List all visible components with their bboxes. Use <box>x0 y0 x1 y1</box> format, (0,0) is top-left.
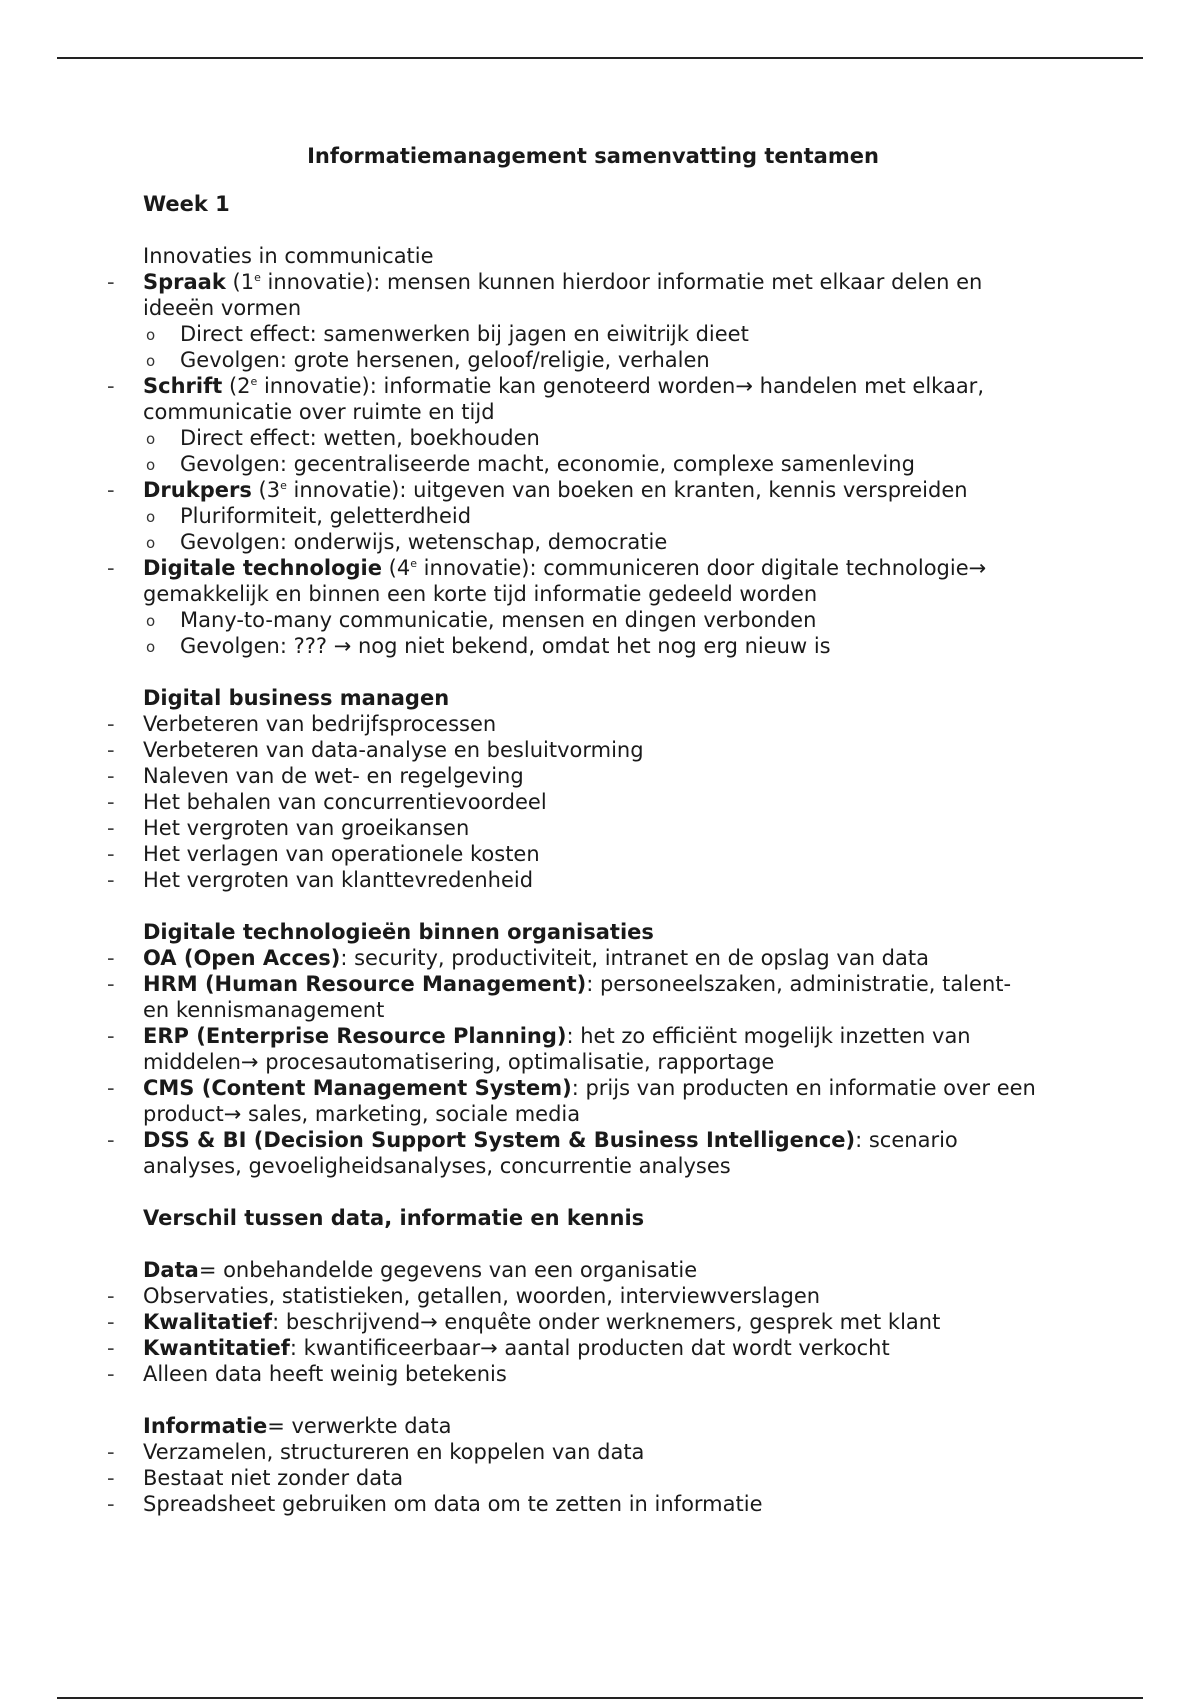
technologies-list <box>143 945 1043 1179</box>
technology-item: - HRM (Human Resource Management): personeelszaken, administratie, talent- en kennismanagement <box>143 971 1043 1023</box>
technology-item: - ERP (Enterprise Resource Planning): het zo efficiënt mogelijk inzetten van middelen→ procesautomatisering, optimalisatie, rapportage <box>143 1023 1043 1075</box>
week-heading: Week 1 <box>143 192 230 216</box>
list-item: - Kwalitatief: beschrijvend→ enquête onder werknemers, gesprek met klant <box>143 1309 1043 1335</box>
top-rule <box>57 57 1143 59</box>
data-definition: Data= onbehandelde gegevens van een organisatie <box>143 1258 698 1282</box>
list-item: - Naleven van de wet- en regelgeving <box>143 763 1043 789</box>
innovation-sub-item: o Gevolgen: ??? → nog niet bekend, omdat het nog erg nieuw is <box>143 633 1043 659</box>
list-item: - Verbeteren van data-analyse en besluitvorming <box>143 737 1043 763</box>
data-list <box>143 1283 1043 1387</box>
innovation-sub-item: o Direct effect: samenwerken bij jagen en eiwitrijk dieet <box>143 321 1043 347</box>
list-item: - Verbeteren van bedrijfsprocessen <box>143 711 1043 737</box>
technology-term: CMS (Content Management System) <box>143 1076 572 1100</box>
bottom-rule <box>57 1697 1143 1699</box>
innovation-sub-item: o Gevolgen: gecentraliseerde macht, economie, complexe samenleving <box>143 451 1043 477</box>
innovation-name: Schrift <box>143 374 223 398</box>
list-item: - Verzamelen, structureren en koppelen van data <box>143 1439 1043 1465</box>
technology-term: ERP (Enterprise Resource Planning) <box>143 1024 567 1048</box>
technology-item: - DSS & BI (Decision Support System & Business Intelligence): scenario analyses, gevoeligheidsanalyses, concurrentie analyses <box>143 1127 1043 1179</box>
document-title: Informatiemanagement samenvatting tentamen <box>307 144 879 168</box>
list-item: - Het vergroten van groeikansen <box>143 815 1043 841</box>
technology-term: DSS & BI (Decision Support System & Business Intelligence) <box>143 1128 856 1152</box>
innovation-sub-item: o Gevolgen: onderwijs, wetenschap, democratie <box>143 529 1043 555</box>
digital-business-heading: Digital business managen <box>143 686 450 710</box>
innovation-name: Digitale technologie <box>143 556 382 580</box>
list-item: - Alleen data heeft weinig betekenis <box>143 1361 1043 1387</box>
innovation-item: - Spraak (1e innovatie): mensen kunnen hierdoor informatie met elkaar delen en ideeën vormen o Direct effect: samenwerken bij jagen en eiwitrijk dieet o Gevolgen: grote hersenen, geloof/religie, verhalen <box>143 269 1043 373</box>
innovation-sub-item: o Many-to-many communicatie, mensen en dingen verbonden <box>143 607 1043 633</box>
informatie-list <box>143 1439 1043 1517</box>
list-item: - Observaties, statistieken, getallen, woorden, interviewverslagen <box>143 1283 1043 1309</box>
innovation-name: Spraak <box>143 270 226 294</box>
list-item: - Kwantitatief: kwantificeerbaar→ aantal producten dat wordt verkocht <box>143 1335 1043 1361</box>
list-item: - Spreadsheet gebruiken om data om te zetten in informatie <box>143 1491 1043 1517</box>
technology-item: - CMS (Content Management System): prijs van producten en informatie over een product→ sales, marketing, sociale media <box>143 1075 1043 1127</box>
innovation-sub-item: o Direct effect: wetten, boekhouden <box>143 425 1043 451</box>
innovation-item: - Drukpers (3e innovatie): uitgeven van boeken en kranten, kennis verspreiden o Pluriformiteit, geletterdheid o Gevolgen: onderwijs, wetenschap, democratie <box>143 477 1043 555</box>
technology-item: - OA (Open Acces): security, productiviteit, intranet en de opslag van data <box>143 945 1043 971</box>
innovations-intro: Innovaties in communicatie <box>143 244 434 268</box>
difference-heading: Verschil tussen data, informatie en kennis <box>143 1206 645 1230</box>
technology-term: OA (Open Acces) <box>143 946 341 970</box>
digital-business-list <box>143 711 1043 893</box>
document-content <box>143 143 1043 1517</box>
technologies-heading: Digitale technologieën binnen organisaties <box>143 920 654 944</box>
innovation-sub-item: o Pluriformiteit, geletterdheid <box>143 503 1043 529</box>
innovation-name: Drukpers <box>143 478 252 502</box>
list-item: - Het verlagen van operationele kosten <box>143 841 1043 867</box>
list-item: - Het behalen van concurrentievoordeel <box>143 789 1043 815</box>
innovations-list <box>143 269 1043 659</box>
informatie-definition: Informatie= verwerkte data <box>143 1414 452 1438</box>
innovation-sub-item: o Gevolgen: grote hersenen, geloof/religie, verhalen <box>143 347 1043 373</box>
technology-term: HRM (Human Resource Management) <box>143 972 587 996</box>
innovation-item: - Schrift (2e innovatie): informatie kan genoteerd worden→ handelen met elkaar, communicatie over ruimte en tijd o Direct effect: wetten, boekhouden o Gevolgen: gecentraliseerde macht, economie, complexe samenleving <box>143 373 1043 477</box>
list-item: - Bestaat niet zonder data <box>143 1465 1043 1491</box>
innovation-item: - Digitale technologie (4e innovatie): communiceren door digitale technologie→ gemakkelijk en binnen een korte tijd informatie gedeeld worden o Many-to-many communicatie, mensen en dingen verbonden o Gevolgen: ??? → nog niet bekend, omdat het nog erg nieuw is <box>143 555 1043 659</box>
list-item: - Het vergroten van klanttevredenheid <box>143 867 1043 893</box>
